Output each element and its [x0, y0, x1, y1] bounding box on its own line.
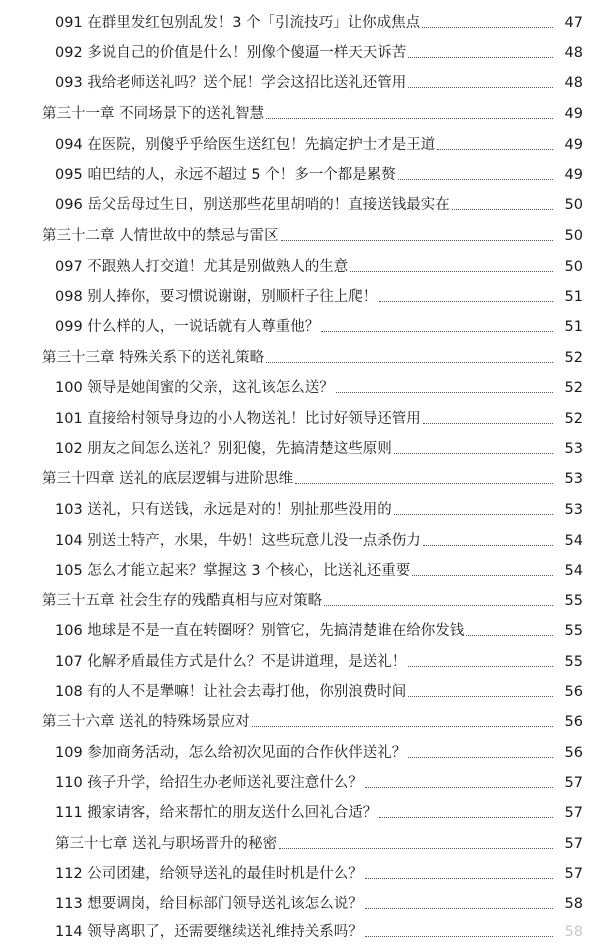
- toc-page-number: 56: [564, 745, 583, 761]
- toc-entry[interactable]: [55, 917, 583, 941]
- toc-chapter[interactable]: [42, 586, 583, 610]
- toc-title: 106 地球是不是一直在转圈呀？别管它，先搞清楚谁在给你发钱: [55, 623, 465, 639]
- toc-title: 094 在医院，别傻乎乎给医生送红包！先搞定护士才是王道: [55, 137, 436, 153]
- toc-page-number: 56: [564, 684, 583, 700]
- toc-title: 110 孩子升学，给招生办老师送礼要注意什么？: [55, 775, 363, 791]
- dot-leader: [350, 271, 553, 272]
- toc-entry[interactable]: [55, 312, 583, 336]
- toc-page-number: 56: [564, 714, 583, 730]
- toc-entry[interactable]: [55, 373, 583, 397]
- dot-leader: [394, 453, 553, 454]
- toc-title: 101 直接给村领导身边的小人物送礼！比讨好领导还管用: [55, 411, 421, 427]
- toc-page-number: 55: [564, 623, 583, 639]
- toc-page-number: 58: [564, 896, 583, 912]
- dot-leader: [281, 240, 553, 241]
- chapter-title: 第三十七章 送礼与职场晋升的秘密: [55, 836, 278, 852]
- toc-chapter[interactable]: [42, 707, 583, 731]
- toc-page-number: 58: [564, 924, 583, 940]
- toc-entry[interactable]: [55, 130, 583, 154]
- toc-chapter[interactable]: [55, 829, 583, 853]
- toc-page-number: 47: [564, 15, 583, 31]
- toc-entry[interactable]: [55, 859, 583, 883]
- chapter-title: 第三十一章 不同场景下的送礼智慧: [42, 106, 265, 122]
- dot-leader: [266, 118, 553, 119]
- toc-title: 108 有的人不是犟嘛！让社会去毒打他，你别浪费时间: [55, 684, 407, 700]
- toc-title: 107 化解矛盾最佳方式是什么？不是讲道理，是送礼！: [55, 654, 407, 670]
- toc-title: 111 搬家请客，给来帮忙的朋友送什么回礼合适？: [55, 805, 378, 821]
- toc-page-number: 50: [564, 228, 583, 244]
- toc-title: 093 我给老师送礼吗？送个屁！学会这招比送礼还管用: [55, 75, 407, 91]
- dot-leader: [394, 514, 553, 515]
- toc-chapter[interactable]: [42, 99, 583, 123]
- toc-title: 112 公司团建，给领导送礼的最佳时机是什么？: [55, 866, 363, 882]
- toc-page-number: 50: [564, 197, 583, 213]
- toc-entry[interactable]: [55, 8, 583, 32]
- toc-page-number: 49: [564, 167, 583, 183]
- toc-page-number: 55: [564, 593, 583, 609]
- toc-entry[interactable]: [55, 252, 583, 276]
- toc-page-number: 57: [564, 836, 583, 852]
- toc-title: 099 什么样的人，一说话就有人尊重他？: [55, 319, 320, 335]
- toc-page-number: 53: [564, 441, 583, 457]
- toc-page-number: 57: [564, 866, 583, 882]
- dot-leader: [324, 605, 553, 606]
- toc-entry[interactable]: [55, 738, 583, 762]
- toc-page-number: 51: [564, 289, 583, 305]
- dot-leader: [379, 301, 553, 302]
- dot-leader: [422, 27, 553, 28]
- toc-entry[interactable]: [55, 647, 583, 671]
- toc-title: 097 不跟熟人打交道！尤其是别做熟人的生意: [55, 259, 349, 275]
- toc-title: 096 岳父岳母过生日，别送那些花里胡哨的！直接送钱最实在: [55, 197, 450, 213]
- dot-leader: [365, 936, 553, 937]
- dot-leader: [365, 787, 553, 788]
- toc-title: 100 领导是她闺蜜的父亲，这礼该怎么送？: [55, 380, 334, 396]
- toc-title: 114 领导离职了，还需要继续送礼维持关系吗？: [55, 924, 363, 940]
- toc-entry[interactable]: [55, 68, 583, 92]
- dot-leader: [252, 726, 553, 727]
- toc-title: 092 多说自己的价值是什么！别像个傻逼一样天天诉苦: [55, 45, 407, 61]
- dot-leader: [408, 757, 553, 758]
- toc-entry[interactable]: [55, 495, 583, 519]
- toc-page-number: 52: [564, 350, 583, 366]
- toc-page-number: 52: [564, 411, 583, 427]
- dot-leader: [321, 331, 553, 332]
- toc-title: 105 怎么才能立起来？掌握这 3 个核心，比送礼还重要: [55, 563, 411, 579]
- chapter-title: 第三十二章 人情世故中的禁忌与雷区: [42, 228, 279, 244]
- toc-page-number: 49: [564, 137, 583, 153]
- dot-leader: [452, 209, 553, 210]
- toc-entry[interactable]: [55, 798, 583, 822]
- chapter-title: 第三十三章 特殊关系下的送礼策略: [42, 350, 265, 366]
- toc-page-number: 54: [564, 563, 583, 579]
- toc-chapter[interactable]: [42, 221, 583, 245]
- toc-page-number: 54: [564, 533, 583, 549]
- dot-leader: [398, 179, 553, 180]
- toc-entry[interactable]: [55, 889, 583, 913]
- dot-leader: [365, 908, 553, 909]
- toc-page-number: 48: [564, 45, 583, 61]
- toc-entry[interactable]: [55, 404, 583, 428]
- toc-page-number: 53: [564, 502, 583, 518]
- toc-entry[interactable]: [55, 160, 583, 184]
- toc-title: 095 咱巴结的人，永远不超过 5 个！多一个都是累赘: [55, 167, 396, 183]
- chapter-title: 第三十五章 社会生存的残酷真相与应对策略: [42, 593, 323, 609]
- toc-title: 109 参加商务活动，怎么给初次见面的合作伙伴送礼？: [55, 745, 407, 761]
- toc-entry[interactable]: [55, 556, 583, 580]
- dot-leader: [379, 817, 553, 818]
- dot-leader: [408, 666, 553, 667]
- dot-leader: [295, 483, 553, 484]
- dot-leader: [423, 545, 553, 546]
- toc-page-number: 51: [564, 319, 583, 335]
- toc-title: 113 想要调岗，给目标部门领导送礼该怎么说？: [55, 896, 363, 912]
- toc-title: 104 别送土特产，水果，牛奶！这些玩意儿没一点杀伤力: [55, 533, 421, 549]
- toc-page-number: 57: [564, 775, 583, 791]
- toc-entry[interactable]: [55, 282, 583, 306]
- toc-page-number: 49: [564, 106, 583, 122]
- toc-chapter[interactable]: [42, 464, 583, 488]
- toc-entry[interactable]: [55, 190, 583, 214]
- chapter-title: 第三十六章 送礼的特殊场景应对: [42, 714, 250, 730]
- toc-title: 098 别人捧你，要习惯说谢谢，别顺杆子往上爬！: [55, 289, 378, 305]
- dot-leader: [365, 878, 553, 879]
- dot-leader: [408, 87, 553, 88]
- toc-title: 103 送礼，只有送钱，永远是对的！别扯那些没用的: [55, 502, 392, 518]
- toc-page-number: 48: [564, 75, 583, 91]
- toc-entry[interactable]: [55, 434, 583, 458]
- toc-page-number: 50: [564, 259, 583, 275]
- chapter-title: 第三十四章 送礼的底层逻辑与进阶思维: [42, 471, 294, 487]
- dot-leader: [266, 362, 553, 363]
- toc-title: 091 在群里发红包别乱发！3 个「引流技巧」让你成焦点: [55, 15, 421, 31]
- dot-leader: [336, 392, 553, 393]
- toc-chapter[interactable]: [42, 343, 583, 367]
- toc-entry[interactable]: [55, 526, 583, 550]
- toc-page-number: 52: [564, 380, 583, 396]
- dot-leader: [408, 57, 553, 58]
- dot-leader: [466, 635, 553, 636]
- dot-leader: [423, 423, 553, 424]
- toc-entry[interactable]: [55, 768, 583, 792]
- toc-page-number: 57: [564, 805, 583, 821]
- toc-page-number: 55: [564, 654, 583, 670]
- toc-title: 102 朋友之间怎么送礼？别犯傻，先搞清楚这些原则: [55, 441, 392, 457]
- dot-leader: [279, 848, 553, 849]
- toc-entry[interactable]: [55, 616, 583, 640]
- toc-page-number: 53: [564, 471, 583, 487]
- dot-leader: [437, 149, 553, 150]
- toc-entry[interactable]: [55, 38, 583, 62]
- dot-leader: [408, 696, 553, 697]
- toc-entry[interactable]: [55, 677, 583, 701]
- dot-leader: [412, 575, 553, 576]
